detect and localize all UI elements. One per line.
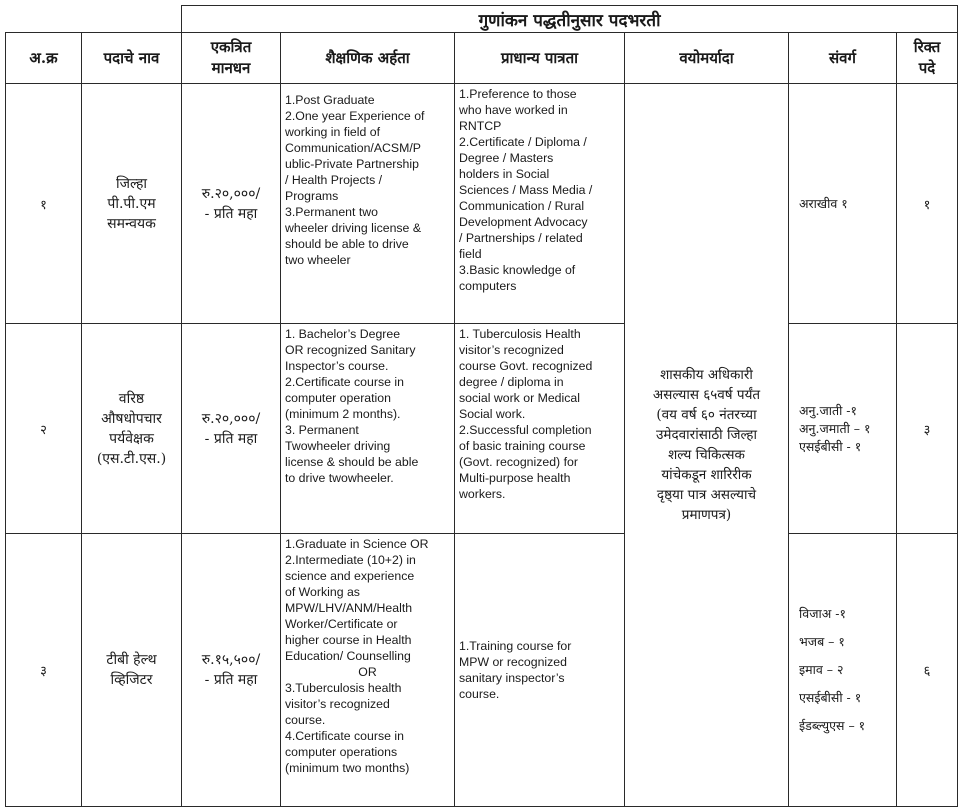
row-3-vacancy: ६ [897,534,958,807]
table-row [6,534,958,807]
row-1-sr: १ [6,84,82,324]
row-3-qualification: 1.Graduate in Science OR 2.Intermediate (10+2) in science and experience of Working as MPW/LHV/ANM/Health Worker/Certificate or higher course in Health Education/ Counselling OR 3.Tuberculosis health visitor’s recognized course. 4.Certificate course in computer operations (minimum two months) [281,534,455,807]
header-preference: प्राधान्य पात्रता [455,33,625,84]
row-1-preference: 1.Preference to those who have worked in RNTCP 2.Certificate / Diploma / Degree / Masters holders in Social Sciences / Mass Media / Communication / Rural Development Advocacy / Partnerships / related field 3.Basic knowledge of computers [455,84,625,324]
row-3-post: टीबी हेल्थ व्हिजिटर [82,534,182,807]
table-row [6,84,958,324]
header-row [6,33,958,84]
row-2-sr: २ [6,324,82,534]
blank-corner [6,6,182,33]
row-3-sr: ३ [6,534,82,807]
row-2-vacancy: ३ [897,324,958,534]
header-post: पदाचे नाव [82,33,182,84]
row-3-pay: रु.१५,५००/ - प्रति महा [182,534,281,807]
row-1-vacancy: १ [897,84,958,324]
row-2-qualification: 1. Bachelor’s Degree OR recognized Sanitary Inspector’s course. 2.Certificate course in computer operation (minimum 2 months). 3. Permanent Twowheeler driving license & should be able to drive twowheeler. [281,324,455,534]
header-age: वयोमर्यादा [625,33,789,84]
row-3-category: विजाअ -१ भजब – १ इमाव – २ एसईबीसी - १ ईडब्ल्युएस – १ [789,534,897,807]
row-2-preference: 1. Tuberculosis Health visitor’s recognized course Govt. recognized degree / diploma in social work or Medical Social work. 2.Successful completion of basic training course (Govt. recognized) for Multi-purpose health workers. [455,324,625,534]
age-limit-cell: शासकीय अधिकारी असल्यास ६५वर्ष पर्यंत (वय वर्ष ६० नंतरच्या उमेदवारांसाठी जिल्हा शल्य चिकित्सक यांचेकडून शारिरीक दृष्ठ्या पात्र असल्याचे प्रमाणपत्र) [625,84,789,807]
header-sr: अ.क्र [6,33,82,84]
row-1-pay: रु.२०,०००/ - प्रति महा [182,84,281,324]
row-2-category: अनु.जाती -१ अनु.जमाती – १ एसईबीसी - १ [789,324,897,534]
row-1-qualification: 1.Post Graduate 2.One year Experience of working in field of Communication/ACSM/P ublic-Private Partnership / Health Projects / Programs 3.Permanent two wheeler driving license & should be able to drive two wheeler [281,84,455,324]
row-2-post: वरिष्ठ औषधोपचार पर्यवेक्षक (एस.टी.एस.) [82,324,182,534]
table-row [6,324,958,534]
header-pay: एकत्रित मानधन [182,33,281,84]
recruitment-table-frame [5,5,957,807]
header-qualification: शैक्षणिक अर्हता [281,33,455,84]
recruitment-table [5,5,958,807]
header-vacancy: रिक्त पदे [897,33,958,84]
row-3-preference: 1.Training course for MPW or recognized sanitary inspector’s course. [455,534,625,807]
row-2-pay: रु.२०,०००/ - प्रति महा [182,324,281,534]
row-1-category: अराखीव १ [789,84,897,324]
row-1-post: जिल्हा पी.पी.एम समन्वयक [82,84,182,324]
table-title: गुणांकन पद्धतीनुसार पदभरती [182,6,958,33]
header-category: संवर्ग [789,33,897,84]
